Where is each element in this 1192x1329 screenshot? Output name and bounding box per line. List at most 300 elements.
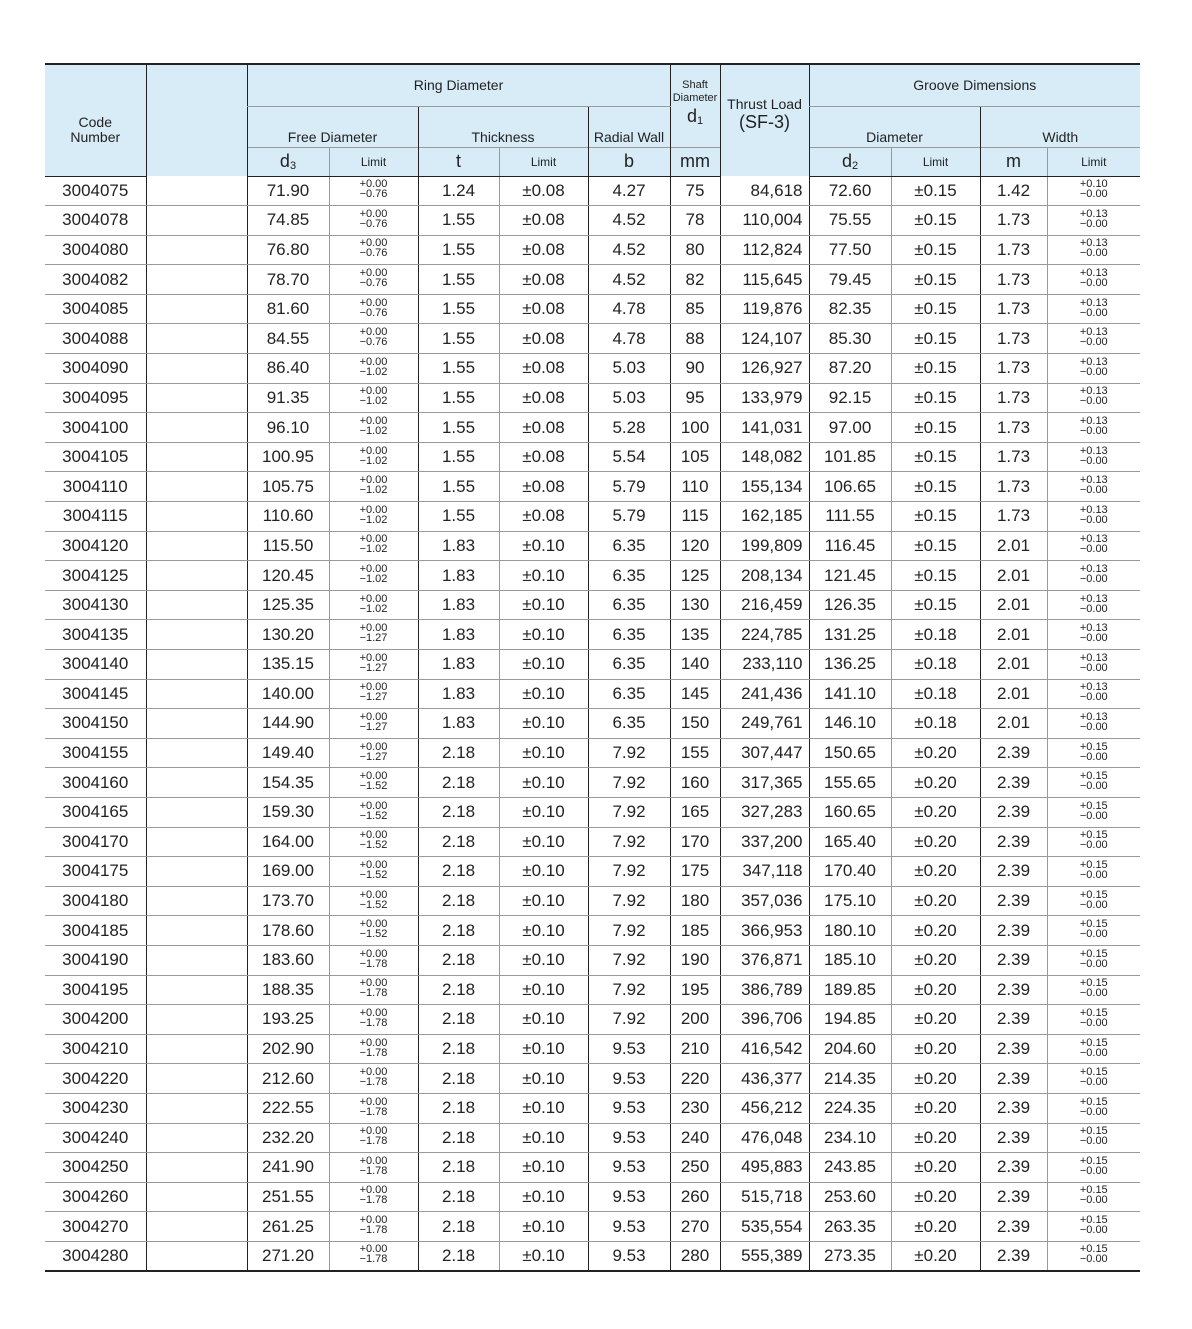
thickness-limit-cell: ±0.10: [499, 1182, 588, 1212]
thickness-limit-cell: ±0.10: [499, 857, 588, 887]
groove-diameter-cell: 243.85: [809, 1153, 891, 1183]
lower-tolerance: −1.78: [359, 1135, 388, 1148]
free-diameter-cell: 86.40: [247, 354, 329, 384]
lower-tolerance: −0.00: [1079, 720, 1108, 733]
free-diameter-limit-cell: [329, 502, 418, 532]
lower-tolerance: −0.00: [1079, 957, 1108, 970]
groove-diameter-limit-cell: ±0.20: [891, 1123, 980, 1153]
tolerance-pair: [1080, 179, 1108, 199]
groove-width-limit-cell: [1047, 1005, 1140, 1035]
upper-tolerance: +0.15: [1079, 799, 1108, 812]
thickness-cell: 2.18: [418, 827, 499, 857]
groove-width-cell: 1.42: [980, 176, 1047, 206]
groove-width-limit-cell: [1047, 975, 1140, 1005]
thickness-limit-cell: ±0.10: [499, 975, 588, 1005]
lower-tolerance: −0.00: [1079, 336, 1108, 349]
groove-width-limit-cell: [1047, 797, 1140, 827]
tolerance-pair: [1080, 327, 1108, 347]
upper-tolerance: +0.00: [359, 1125, 388, 1138]
free-diameter-limit-cell: [329, 442, 418, 472]
thickness-limit-cell: ±0.08: [499, 413, 588, 443]
tolerance-pair: [360, 742, 388, 762]
groove-diameter-cell: 204.60: [809, 1034, 891, 1064]
upper-tolerance: +0.00: [359, 918, 388, 931]
tolerance-pair: [360, 623, 388, 643]
tolerance-pair: [360, 949, 388, 969]
lower-tolerance: −0.00: [1079, 928, 1108, 941]
upper-tolerance: +0.00: [359, 947, 388, 960]
free-diameter-limit-cell: [329, 1212, 418, 1242]
free-diameter-cell: 140.00: [247, 679, 329, 709]
radial-wall-cell: 7.92: [588, 1005, 670, 1035]
code-number-cell: 3004075: [45, 176, 146, 206]
radial-wall-cell: 7.92: [588, 797, 670, 827]
groove-diameter-limit-cell: ±0.15: [891, 442, 980, 472]
shaft-diameter-cell: 175: [670, 857, 720, 887]
groove-width-cell: 2.01: [980, 620, 1047, 650]
blank-cell: [146, 1005, 247, 1035]
lower-tolerance: −0.00: [1079, 1076, 1108, 1089]
blank-cell: [146, 383, 247, 413]
thickness-cell: 1.55: [418, 235, 499, 265]
code-number-cell: 3004270: [45, 1212, 146, 1242]
lower-tolerance: −0.00: [1079, 1224, 1108, 1237]
thrust-load-cell: 396,706: [720, 1005, 809, 1035]
tolerance-pair: [1080, 919, 1108, 939]
groove-diameter-cell: 224.35: [809, 1093, 891, 1123]
lower-tolerance: −0.00: [1079, 1135, 1108, 1148]
tolerance-pair: [360, 1126, 388, 1146]
shaft-diameter-cell: 250: [670, 1153, 720, 1183]
d2-header: [809, 147, 891, 176]
code-number-cell: 3004190: [45, 945, 146, 975]
shaft-diameter-cell: 230: [670, 1093, 720, 1123]
radial-wall-cell: 4.52: [588, 235, 670, 265]
code-number-cell: 3004125: [45, 561, 146, 591]
groove-width-cell: 2.39: [980, 886, 1047, 916]
upper-tolerance: +0.13: [1079, 651, 1108, 664]
lower-tolerance: −0.00: [1079, 1194, 1108, 1207]
lower-tolerance: −1.52: [359, 898, 388, 911]
thrust-load-cell: 224,785: [720, 620, 809, 650]
radial-wall-cell: 7.92: [588, 857, 670, 887]
blank-cell: [146, 620, 247, 650]
free-diameter-cell: 91.35: [247, 383, 329, 413]
thickness-cell: 1.55: [418, 383, 499, 413]
table-row: [45, 916, 1140, 946]
thickness-limit-cell: ±0.10: [499, 945, 588, 975]
thrust-load-cell: 208,134: [720, 561, 809, 591]
lower-tolerance: −0.00: [1079, 395, 1108, 408]
thickness-limit-cell: ±0.10: [499, 1034, 588, 1064]
upper-tolerance: +0.15: [1079, 977, 1108, 990]
thrust-load-cell: 347,118: [720, 857, 809, 887]
code-number-header-bottom: [45, 147, 146, 176]
groove-diameter-cell: 234.10: [809, 1123, 891, 1153]
shaft-diameter-cell: 280: [670, 1241, 720, 1271]
radial-wall-cell: 9.53: [588, 1212, 670, 1242]
tolerance-pair: [1080, 594, 1108, 614]
shaft-diameter-cell: 95: [670, 383, 720, 413]
groove-width-limit-cell: [1047, 265, 1140, 295]
table-row: [45, 502, 1140, 532]
radial-wall-cell: 6.35: [588, 561, 670, 591]
groove-diameter-limit-cell: ±0.18: [891, 709, 980, 739]
radial-wall-cell: 5.79: [588, 502, 670, 532]
groove-width-cell: 2.01: [980, 679, 1047, 709]
groove-width-cell: 2.39: [980, 738, 1047, 768]
groove-width-limit-cell: [1047, 502, 1140, 532]
groove-width-limit-cell: [1047, 916, 1140, 946]
lower-tolerance: −1.78: [359, 1194, 388, 1207]
table-row: [45, 235, 1140, 265]
free-diameter-cell: 100.95: [247, 442, 329, 472]
blank-cell: [146, 561, 247, 591]
groove-width-limit-cell: [1047, 827, 1140, 857]
groove-width-limit-cell: [1047, 620, 1140, 650]
thrust-load-cell: 115,645: [720, 265, 809, 295]
table-row: [45, 1093, 1140, 1123]
tolerance-pair: [360, 1185, 388, 1205]
lower-tolerance: −1.78: [359, 1016, 388, 1029]
table-row: [45, 738, 1140, 768]
tolerance-pair: [360, 179, 388, 199]
radial-wall-cell: 7.92: [588, 738, 670, 768]
upper-tolerance: +0.00: [359, 977, 388, 990]
groove-width-cell: 2.39: [980, 1241, 1047, 1271]
free-diameter-cell: 144.90: [247, 709, 329, 739]
shaft-diameter-cell: 80: [670, 235, 720, 265]
radial-wall-cell: 9.53: [588, 1064, 670, 1094]
thickness-limit-cell: ±0.08: [499, 324, 588, 354]
upper-tolerance: +0.13: [1079, 415, 1108, 428]
free-diameter-cell: 96.10: [247, 413, 329, 443]
free-diameter-limit-cell: [329, 1034, 418, 1064]
d3-symbol-sub: 3: [289, 160, 297, 172]
thickness-cell: 2.18: [418, 797, 499, 827]
d3-symbol: d: [279, 151, 290, 171]
tolerance-pair: [1080, 238, 1108, 258]
tolerance-pair: [1080, 416, 1108, 436]
thickness-limit-cell: ±0.10: [499, 650, 588, 680]
radial-wall-cell: 7.92: [588, 945, 670, 975]
free-diameter-limit-cell: [329, 176, 418, 206]
radial-wall-cell: 9.53: [588, 1123, 670, 1153]
shaft-symbol: d: [686, 106, 697, 126]
thickness-cell: 1.55: [418, 502, 499, 532]
shaft-diameter-cell: 75: [670, 176, 720, 206]
tolerance-pair: [1080, 830, 1108, 850]
table-row: [45, 206, 1140, 236]
lower-tolerance: −0.00: [1079, 454, 1108, 467]
free-diameter-limit-cell: [329, 650, 418, 680]
groove-diameter-cell: 155.65: [809, 768, 891, 798]
thrust-load-cell: 124,107: [720, 324, 809, 354]
upper-tolerance: +0.00: [359, 444, 388, 457]
upper-tolerance: +0.00: [359, 178, 388, 191]
m-header: m: [980, 147, 1047, 176]
tolerance-pair: [360, 268, 388, 288]
upper-tolerance: +0.13: [1079, 681, 1108, 694]
lower-tolerance: −0.76: [359, 217, 388, 230]
groove-diameter-cell: 273.35: [809, 1241, 891, 1271]
tolerance-pair: [1080, 623, 1108, 643]
table-row: [45, 1153, 1140, 1183]
code-number-cell: 3004100: [45, 413, 146, 443]
groove-width-limit-cell: [1047, 1182, 1140, 1212]
table-row: [45, 1064, 1140, 1094]
groove-diameter-cell: 263.35: [809, 1212, 891, 1242]
upper-tolerance: +0.13: [1079, 622, 1108, 635]
groove-width-cell: 1.73: [980, 502, 1047, 532]
code-number-cell: 3004115: [45, 502, 146, 532]
thickness-cell: 2.18: [418, 1182, 499, 1212]
free-diameter-cell: 154.35: [247, 768, 329, 798]
free-diameter-cell: 241.90: [247, 1153, 329, 1183]
groove-width-cell: 1.73: [980, 442, 1047, 472]
upper-tolerance: +0.00: [359, 1184, 388, 1197]
shaft-diameter-cell: 85: [670, 294, 720, 324]
retaining-ring-spec-table: [45, 63, 1140, 1272]
lower-tolerance: −1.78: [359, 1076, 388, 1089]
tolerance-pair: [1080, 1185, 1108, 1205]
upper-tolerance: +0.15: [1079, 947, 1108, 960]
radial-wall-cell: 6.35: [588, 709, 670, 739]
blank-cell: [146, 413, 247, 443]
groove-diameter-limit-cell: ±0.18: [891, 650, 980, 680]
lower-tolerance: −1.02: [359, 573, 388, 586]
shaft-diameter-cell: 220: [670, 1064, 720, 1094]
groove-diameter-cell: 97.00: [809, 413, 891, 443]
free-diameter-cell: 78.70: [247, 265, 329, 295]
groove-diameter-cell: 116.45: [809, 531, 891, 561]
free-diameter-limit-cell: [329, 1123, 418, 1153]
thrust-load-cell: 366,953: [720, 916, 809, 946]
thickness-limit-cell: ±0.10: [499, 620, 588, 650]
tolerance-pair: [360, 890, 388, 910]
thickness-limit-cell: ±0.08: [499, 383, 588, 413]
free-diameter-cell: 183.60: [247, 945, 329, 975]
thickness-cell: 2.18: [418, 1093, 499, 1123]
tolerance-pair: [360, 534, 388, 554]
thickness-cell: 1.83: [418, 709, 499, 739]
groove-diameter-limit-cell: ±0.20: [891, 1153, 980, 1183]
code-number-cell: 3004195: [45, 975, 146, 1005]
code-number-cell: 3004220: [45, 1064, 146, 1094]
upper-tolerance: +0.00: [359, 474, 388, 487]
blank-cell: [146, 650, 247, 680]
code-number-cell: 3004160: [45, 768, 146, 798]
free-diameter-cell: 271.20: [247, 1241, 329, 1271]
thickness-cell: 1.55: [418, 413, 499, 443]
groove-width-limit-cell: [1047, 1153, 1140, 1183]
upper-tolerance: +0.00: [359, 563, 388, 576]
groove-width-cell: 1.73: [980, 383, 1047, 413]
upper-tolerance: +0.00: [359, 326, 388, 339]
blank-cell: [146, 827, 247, 857]
groove-diameter-cell: 82.35: [809, 294, 891, 324]
lower-tolerance: −0.00: [1079, 543, 1108, 556]
groove-diameter-limit-cell: ±0.20: [891, 1241, 980, 1271]
shaft-diameter-cell: 90: [670, 354, 720, 384]
upper-tolerance: +0.13: [1079, 237, 1108, 250]
groove-width-limit-cell: [1047, 206, 1140, 236]
blank-cell: [146, 472, 247, 502]
lower-tolerance: −0.00: [1079, 839, 1108, 852]
blank-cell: [146, 975, 247, 1005]
free-diameter-cell: 202.90: [247, 1034, 329, 1064]
tolerance-pair: [360, 416, 388, 436]
radial-wall-header: Radial Wall: [588, 106, 670, 147]
lower-tolerance: −0.00: [1079, 1105, 1108, 1118]
shaft-diameter-cell: 190: [670, 945, 720, 975]
shaft-diameter-cell: 260: [670, 1182, 720, 1212]
lower-tolerance: −0.00: [1079, 691, 1108, 704]
groove-diameter-cell: 136.25: [809, 650, 891, 680]
lower-tolerance: −0.76: [359, 247, 388, 260]
lower-tolerance: −0.00: [1079, 1164, 1108, 1177]
thrust-load-cell: 233,110: [720, 650, 809, 680]
radial-wall-cell: 9.53: [588, 1153, 670, 1183]
tolerance-pair: [1080, 1156, 1108, 1176]
groove-diameter-limit-cell: ±0.20: [891, 827, 980, 857]
groove-diameter-limit-cell: ±0.20: [891, 916, 980, 946]
groove-dimensions-header: Groove Dimensions: [809, 64, 1140, 106]
thickness-limit-cell: ±0.10: [499, 1123, 588, 1153]
groove-diameter-cell: 106.65: [809, 472, 891, 502]
thickness-limit-cell: ±0.08: [499, 265, 588, 295]
shaft-diameter-cell: 210: [670, 1034, 720, 1064]
thrust-load-sf: (SF-3): [739, 112, 791, 132]
groove-width-cell: 2.39: [980, 1034, 1047, 1064]
groove-diameter-limit-cell: ±0.20: [891, 1212, 980, 1242]
code-number-cell: 3004250: [45, 1153, 146, 1183]
upper-tolerance: +0.00: [359, 503, 388, 516]
tolerance-pair: [360, 298, 388, 318]
thickness-limit-cell: ±0.08: [499, 502, 588, 532]
lower-tolerance: −0.00: [1079, 1046, 1108, 1059]
free-diameter-limit-cell: [329, 354, 418, 384]
groove-diameter-limit-cell: ±0.15: [891, 176, 980, 206]
thickness-limit-cell: ±0.10: [499, 709, 588, 739]
groove-diameter-cell: 185.10: [809, 945, 891, 975]
groove-diameter-limit-cell: ±0.15: [891, 413, 980, 443]
free-diameter-limit-cell: [329, 294, 418, 324]
groove-width-limit-cell: [1047, 294, 1140, 324]
groove-diameter-limit-cell: ±0.15: [891, 324, 980, 354]
code-number-label: Code Number: [70, 114, 121, 145]
code-number-cell: 3004165: [45, 797, 146, 827]
groove-width-limit-cell: [1047, 709, 1140, 739]
thickness-limit-cell: ±0.10: [499, 827, 588, 857]
thrust-load-cell: 456,212: [720, 1093, 809, 1123]
free-diameter-cell: 178.60: [247, 916, 329, 946]
thickness-limit-cell: ±0.10: [499, 916, 588, 946]
tolerance-pair: [360, 801, 388, 821]
thickness-limit-cell: ±0.10: [499, 1212, 588, 1242]
free-diameter-cell: 173.70: [247, 886, 329, 916]
table-row: [45, 176, 1140, 206]
table-body: [45, 176, 1140, 1271]
lower-tolerance: −0.00: [1079, 513, 1108, 526]
groove-diameter-cell: 75.55: [809, 206, 891, 236]
code-number-cell: 3004130: [45, 590, 146, 620]
groove-width-cell: 2.01: [980, 561, 1047, 591]
b-header: b: [588, 147, 670, 176]
tolerance-pair: [1080, 1126, 1108, 1146]
free-diameter-limit-cell: [329, 472, 418, 502]
shaft-diameter-cell: 145: [670, 679, 720, 709]
code-number-cell: 3004145: [45, 679, 146, 709]
free-diameter-limit-cell: [329, 886, 418, 916]
groove-width-limit-cell: [1047, 176, 1140, 206]
code-number-cell: 3004230: [45, 1093, 146, 1123]
upper-tolerance: +0.13: [1079, 474, 1108, 487]
upper-tolerance: +0.13: [1079, 385, 1108, 398]
thickness-limit-cell: ±0.10: [499, 1005, 588, 1035]
thickness-cell: 2.18: [418, 768, 499, 798]
table-row: [45, 975, 1140, 1005]
upper-tolerance: +0.00: [359, 858, 388, 871]
upper-tolerance: +0.00: [359, 799, 388, 812]
lower-tolerance: −0.00: [1079, 365, 1108, 378]
blank-cell: [146, 1123, 247, 1153]
upper-tolerance: +0.13: [1079, 267, 1108, 280]
tolerance-pair: [1080, 742, 1108, 762]
thickness-cell: 2.18: [418, 1064, 499, 1094]
lower-tolerance: −1.78: [359, 1253, 388, 1266]
groove-diameter-cell: 214.35: [809, 1064, 891, 1094]
blank-cell: [146, 324, 247, 354]
radial-wall-cell: 4.78: [588, 324, 670, 354]
code-number-cell: 3004185: [45, 916, 146, 946]
thrust-load-cell: 555,389: [720, 1241, 809, 1271]
free-diameter-limit-cell: [329, 945, 418, 975]
lower-tolerance: −1.02: [359, 484, 388, 497]
lower-tolerance: −0.76: [359, 306, 388, 319]
groove-width-cell: 1.73: [980, 265, 1047, 295]
groove-width-cell: 1.73: [980, 472, 1047, 502]
thickness-limit-cell: ±0.10: [499, 1093, 588, 1123]
radial-wall-cell: 6.35: [588, 679, 670, 709]
thrust-load-header: [720, 64, 809, 176]
shaft-diameter-cell: 125: [670, 561, 720, 591]
radial-wall-cell: 5.54: [588, 442, 670, 472]
shaft-diameter-cell: 270: [670, 1212, 720, 1242]
groove-diameter-cell: 131.25: [809, 620, 891, 650]
lower-tolerance: −0.00: [1079, 602, 1108, 615]
groove-width-cell: 2.39: [980, 1064, 1047, 1094]
groove-diameter-limit-cell: ±0.20: [891, 857, 980, 887]
thickness-cell: 1.83: [418, 531, 499, 561]
lower-tolerance: −1.02: [359, 454, 388, 467]
tolerance-pair: [360, 1244, 388, 1264]
groove-diameter-limit-cell: ±0.20: [891, 1093, 980, 1123]
thrust-load-cell: 199,809: [720, 531, 809, 561]
upper-tolerance: +0.13: [1079, 355, 1108, 368]
thickness-cell: 1.55: [418, 206, 499, 236]
thrust-load-cell: 110,004: [720, 206, 809, 236]
upper-tolerance: +0.13: [1079, 592, 1108, 605]
groove-width-cell: 1.73: [980, 354, 1047, 384]
table-row: [45, 294, 1140, 324]
table-row: [45, 324, 1140, 354]
groove-width-limit-cell: [1047, 413, 1140, 443]
free-diameter-limit-cell: [329, 768, 418, 798]
groove-diameter-limit-cell: ±0.20: [891, 975, 980, 1005]
lower-tolerance: −0.00: [1079, 868, 1108, 881]
free-diameter-limit-cell: [329, 857, 418, 887]
